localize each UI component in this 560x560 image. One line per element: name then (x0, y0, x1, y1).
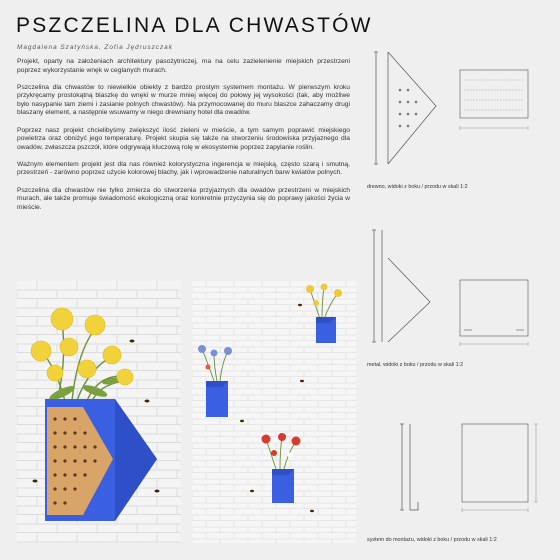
caption-wood: drewno, widoki z boku / przodu w skali 1:2 (367, 184, 468, 190)
caption-metal: metal, widoki z boku / przodu w skali 1:2 (367, 362, 464, 368)
photo-wall-planters (192, 281, 356, 543)
description-paragraph: Ważnym elementem projekt jest dla nas również kolorystyczna ingerencja w miejską, często szarą i smutną, przestrzeń - zarówno poprzez użycie kolorowej blachy, jak i wprowadzenie naturalnych barw kwiatów polnych. (17, 160, 350, 177)
authors: Magdalena Szatyńska, Zofia Jędruszczak (17, 44, 173, 51)
description-paragraph: Pszczelina dla chwastów nie tylko zmierza do stworzenia przyjaznych dla owadów przestrzeni w miejskich murach, ale także promuje świadomość ekologiczną oraz konkretnie przyczynia się do poprawy jakości życia w mieście. (17, 186, 350, 211)
description-paragraph: Poprzez nasz projekt chcielibyśmy zwiększyć ilość zieleni w mieście, a tym samym poprawić miejskiego powietrza oraz obniżyć jego temperaturę. Projekt skupia się także na stworzeniu środowiska przyjaznego dla owadów, zwłaszcza pszczół, które odgrywają kluczową rolę w ekosystemie poprzez zapylanie roślin. (17, 126, 350, 151)
page-title: PSZCZELINA DLA CHWASTÓW (16, 14, 373, 37)
description-text (17, 58, 350, 221)
caption-mounting: system do montażu, widoki z boku / przodu w skali 1:2 (367, 537, 497, 543)
description-paragraph: Pszczelina dla chwastów to niewielkie obiekty z bardzo prostym systemem montażu. W pierwszym kroku przykręcamy prostokątną blaszkę do wnęki w murze mniej więcej do połowy jej wysokości (tak, aby możliwe było nasypanie tam ziemi i zasianie polnych chwastów). Na przymocowanej do muru blaszce zahaczamy drugi blaszany element, a następnie wsuwamy w niego drewniany hotel dla owadów. (17, 83, 350, 117)
technical-drawing-mounting (366, 410, 546, 530)
technical-drawing-metal (366, 222, 546, 352)
description-paragraph: Projekt, oparty na założeniach architektury pasożytniczej, ma na celu zazielenienie miejskich przestrzeni poprzez wykorzystanie wnęk w ceglanych murach. (17, 58, 350, 74)
technical-drawing-wood (366, 46, 546, 176)
photo-planter-closeup (17, 281, 181, 543)
